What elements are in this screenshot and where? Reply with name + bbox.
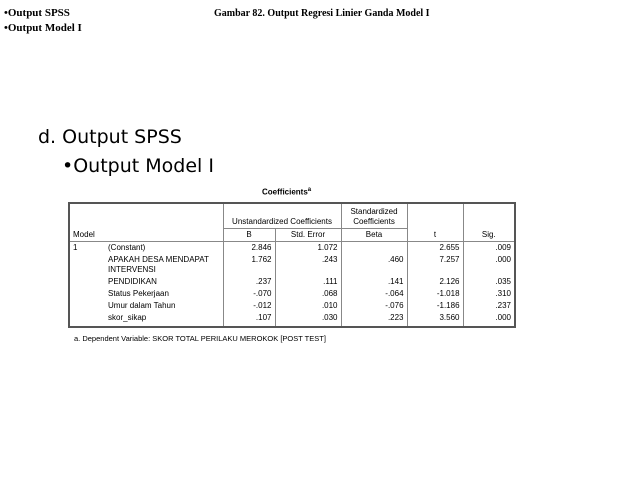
- header-b: B: [223, 229, 275, 242]
- cell-se: .010: [275, 300, 341, 312]
- cell-beta: .141: [341, 276, 407, 288]
- cell-b: -.012: [223, 300, 275, 312]
- header-standardized: Standardized Coefficients: [341, 203, 407, 229]
- row-label: PENDIDIKAN: [108, 277, 157, 286]
- section-subheading: •Output Model I: [62, 155, 214, 177]
- row-label: Status Pekerjaan: [108, 289, 169, 298]
- cell-sig: .000: [463, 254, 515, 276]
- cell-beta: [341, 242, 407, 255]
- cell-b: .237: [223, 276, 275, 288]
- coefficients-table-wrap: [68, 202, 514, 328]
- header-t: t: [407, 229, 463, 242]
- coefficients-table: [68, 202, 516, 328]
- header-model: Model: [69, 229, 223, 242]
- table-title-sup: a: [307, 187, 312, 193]
- top-left-line-2: •Output Model I: [4, 22, 82, 34]
- table-row: [69, 312, 515, 324]
- cell-t: 2.655: [407, 242, 463, 255]
- cell-beta: .460: [341, 254, 407, 276]
- cell-t: -1.018: [407, 288, 463, 300]
- cell-sig: .035: [463, 276, 515, 288]
- row-label: (Constant): [108, 243, 146, 252]
- cell-t: -1.186: [407, 300, 463, 312]
- header-unstandardized: Unstandardized Coefficients: [223, 203, 341, 229]
- cell-b: 1.762: [223, 254, 275, 276]
- cell-t: 7.257: [407, 254, 463, 276]
- cell-se: .111: [275, 276, 341, 288]
- cell-b: 2.846: [223, 242, 275, 255]
- table-row: [69, 254, 515, 276]
- cell-beta: .223: [341, 312, 407, 324]
- table-row: [69, 276, 515, 288]
- cell-b: .107: [223, 312, 275, 324]
- cell-se: .068: [275, 288, 341, 300]
- cell-b: -.070: [223, 288, 275, 300]
- cell-sig: .237: [463, 300, 515, 312]
- cell-sig: .310: [463, 288, 515, 300]
- top-left-labels: [4, 6, 82, 36]
- table-row: [69, 300, 515, 312]
- cell-t: 3.560: [407, 312, 463, 324]
- cell-se: 1.072: [275, 242, 341, 255]
- section-heading: d. Output SPSS: [38, 126, 182, 148]
- table-footnote: a. Dependent Variable: SKOR TOTAL PERILAKU MEROKOK [POST TEST]: [74, 334, 326, 343]
- figure-caption: Gambar 82. Output Regresi Linier Ganda Model I: [214, 8, 430, 19]
- cell-beta: -.076: [341, 300, 407, 312]
- table-title-text: Coefficients: [262, 187, 308, 197]
- cell-t: 2.126: [407, 276, 463, 288]
- cell-sig: .000: [463, 312, 515, 324]
- cell-beta: -.064: [341, 288, 407, 300]
- table-title: [262, 187, 311, 197]
- cell-se: .030: [275, 312, 341, 324]
- row-label: APAKAH DESA MENDAPAT INTERVENSI: [108, 255, 209, 274]
- header-std-error: Std. Error: [275, 229, 341, 242]
- row-label: skor_sikap: [108, 313, 147, 322]
- header-beta: Beta: [341, 229, 407, 242]
- header-sig: Sig.: [463, 229, 515, 242]
- cell-se: .243: [275, 254, 341, 276]
- table-row: [69, 242, 515, 255]
- table-row: [69, 288, 515, 300]
- cell-sig: .009: [463, 242, 515, 255]
- row-label: Umur dalam Tahun: [108, 301, 176, 310]
- top-left-line-1: •Output SPSS: [4, 7, 70, 19]
- model-number: 1: [73, 243, 78, 252]
